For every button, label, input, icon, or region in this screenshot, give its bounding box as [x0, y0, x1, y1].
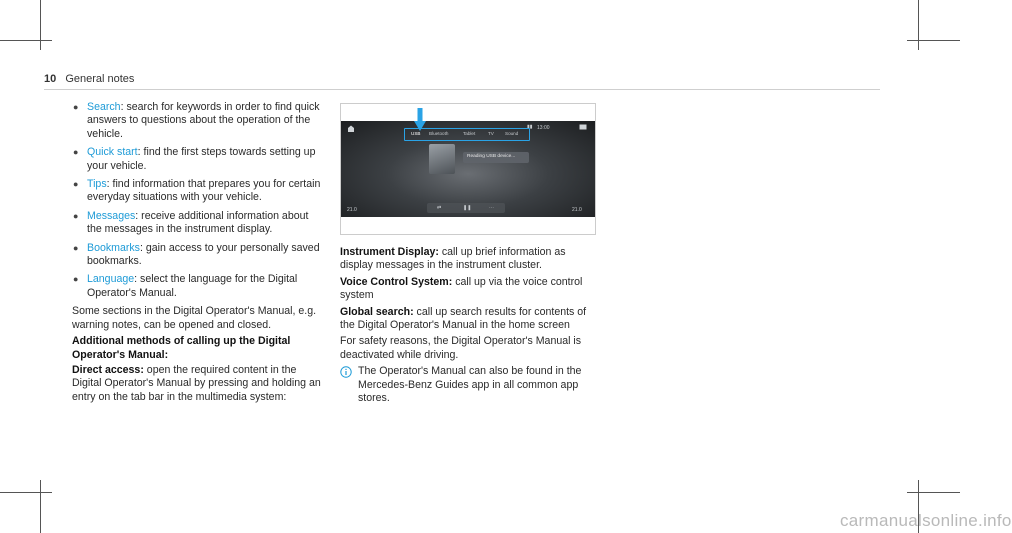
temperature-right: 21.0	[572, 207, 582, 213]
body-paragraph: Direct access: open the required content in the Digital Operator's Manual by pressing and holding an entry on the tab bar in the multimedia system:	[72, 363, 321, 403]
media-controls	[427, 203, 505, 213]
multimedia-figure	[340, 103, 596, 235]
crop-mark	[40, 480, 41, 533]
body-paragraph: Global search: call up search results for contents of the Digital Operator's Manual in the home screen	[340, 305, 587, 332]
crop-mark	[0, 492, 52, 493]
section-title: General notes	[65, 73, 135, 85]
tab-bluetooth[interactable]: Bluetooth	[429, 131, 449, 136]
bullet-icon: ●	[73, 179, 79, 190]
messages-link[interactable]: Messages	[87, 209, 136, 222]
bullet-icon: ●	[73, 147, 79, 158]
page-number: 10	[44, 73, 57, 85]
shuffle-icon[interactable]: ⇄	[437, 205, 442, 211]
body-paragraph: Some sections in the Digital Operator's Manual, e.g. warning notes, can be opened and closed.	[72, 305, 317, 331]
list-item: ● Quick start: find the first steps towards setting up your vehicle.	[73, 146, 316, 172]
feature-list	[72, 101, 322, 300]
multimedia-screen	[341, 121, 595, 217]
pause-icon[interactable]: ❚❚	[463, 205, 472, 211]
voice-control-term: Voice Control System:	[340, 275, 453, 288]
crop-mark	[907, 492, 960, 493]
watermark: carmanualsonline.info	[840, 511, 1012, 530]
bookmarks-link[interactable]: Bookmarks	[87, 241, 140, 254]
status-toast: Reading USB device...	[463, 152, 529, 163]
list-item: ● Messages: receive additional information about the messages in the instrument display.	[73, 209, 309, 236]
direct-access-term: Direct access:	[72, 363, 144, 376]
left-column	[72, 101, 322, 407]
instrument-display-term: Instrument Display:	[340, 246, 439, 258]
bullet-icon: ●	[73, 274, 79, 285]
tab-tv[interactable]: TV	[488, 131, 494, 136]
right-column	[340, 246, 598, 405]
crop-mark	[40, 0, 41, 50]
bullet-icon: ●	[73, 242, 79, 253]
signal-icon: ▮▮	[527, 124, 533, 130]
list-item: ● Search: search for keywords in order to find quick answers to questions about the operation of the vehicle.	[73, 101, 320, 140]
tab-tablet[interactable]: Tablet	[463, 131, 476, 136]
arrow-down-icon	[414, 108, 426, 132]
message-icon	[579, 124, 587, 131]
crop-mark	[918, 0, 919, 50]
tab-usb[interactable]: USB	[411, 131, 421, 136]
list-item: ● Language: select the language for the Digital Operator's Manual.	[73, 273, 298, 299]
home-icon	[347, 125, 355, 132]
header-rule	[44, 89, 880, 90]
quick-start-link[interactable]: Quick start	[87, 146, 138, 159]
bullet-icon: ●	[73, 210, 79, 221]
section-heading: Additional methods of calling up the Digital Operator's Manual:	[72, 335, 291, 361]
more-icon[interactable]: ⋯	[489, 205, 494, 211]
temperature-left: 21.0	[347, 207, 357, 213]
search-link[interactable]: Search	[87, 101, 121, 113]
page-header	[44, 73, 134, 85]
album-art	[429, 144, 455, 174]
body-paragraph: Instrument Display: call up brief information as display messages in the instrument cluster.	[340, 246, 566, 272]
tab-sound[interactable]: Sound	[505, 131, 519, 136]
status-clock: 13:00	[537, 125, 550, 131]
body-paragraph: Voice Control System: call up via the voice control system	[340, 275, 583, 302]
info-note: The Operator's Manual can also be found in the Mercedes-Benz Guides app in all common app stores.	[340, 365, 598, 405]
list-item: ● Bookmarks: gain access to your personally saved bookmarks.	[73, 241, 320, 268]
info-icon	[340, 366, 352, 378]
crop-mark	[0, 40, 52, 41]
body-paragraph: For safety reasons, the Digital Operator's Manual is deactivated while driving.	[340, 335, 582, 361]
tips-link[interactable]: Tips	[87, 178, 107, 191]
crop-mark	[907, 40, 960, 41]
bullet-icon: ●	[73, 102, 79, 112]
list-item: ● Tips: find information that prepares you for certain everyday situations with your vehicle.	[73, 178, 321, 204]
language-link[interactable]: Language	[87, 273, 135, 286]
global-search-term: Global search:	[340, 305, 414, 318]
